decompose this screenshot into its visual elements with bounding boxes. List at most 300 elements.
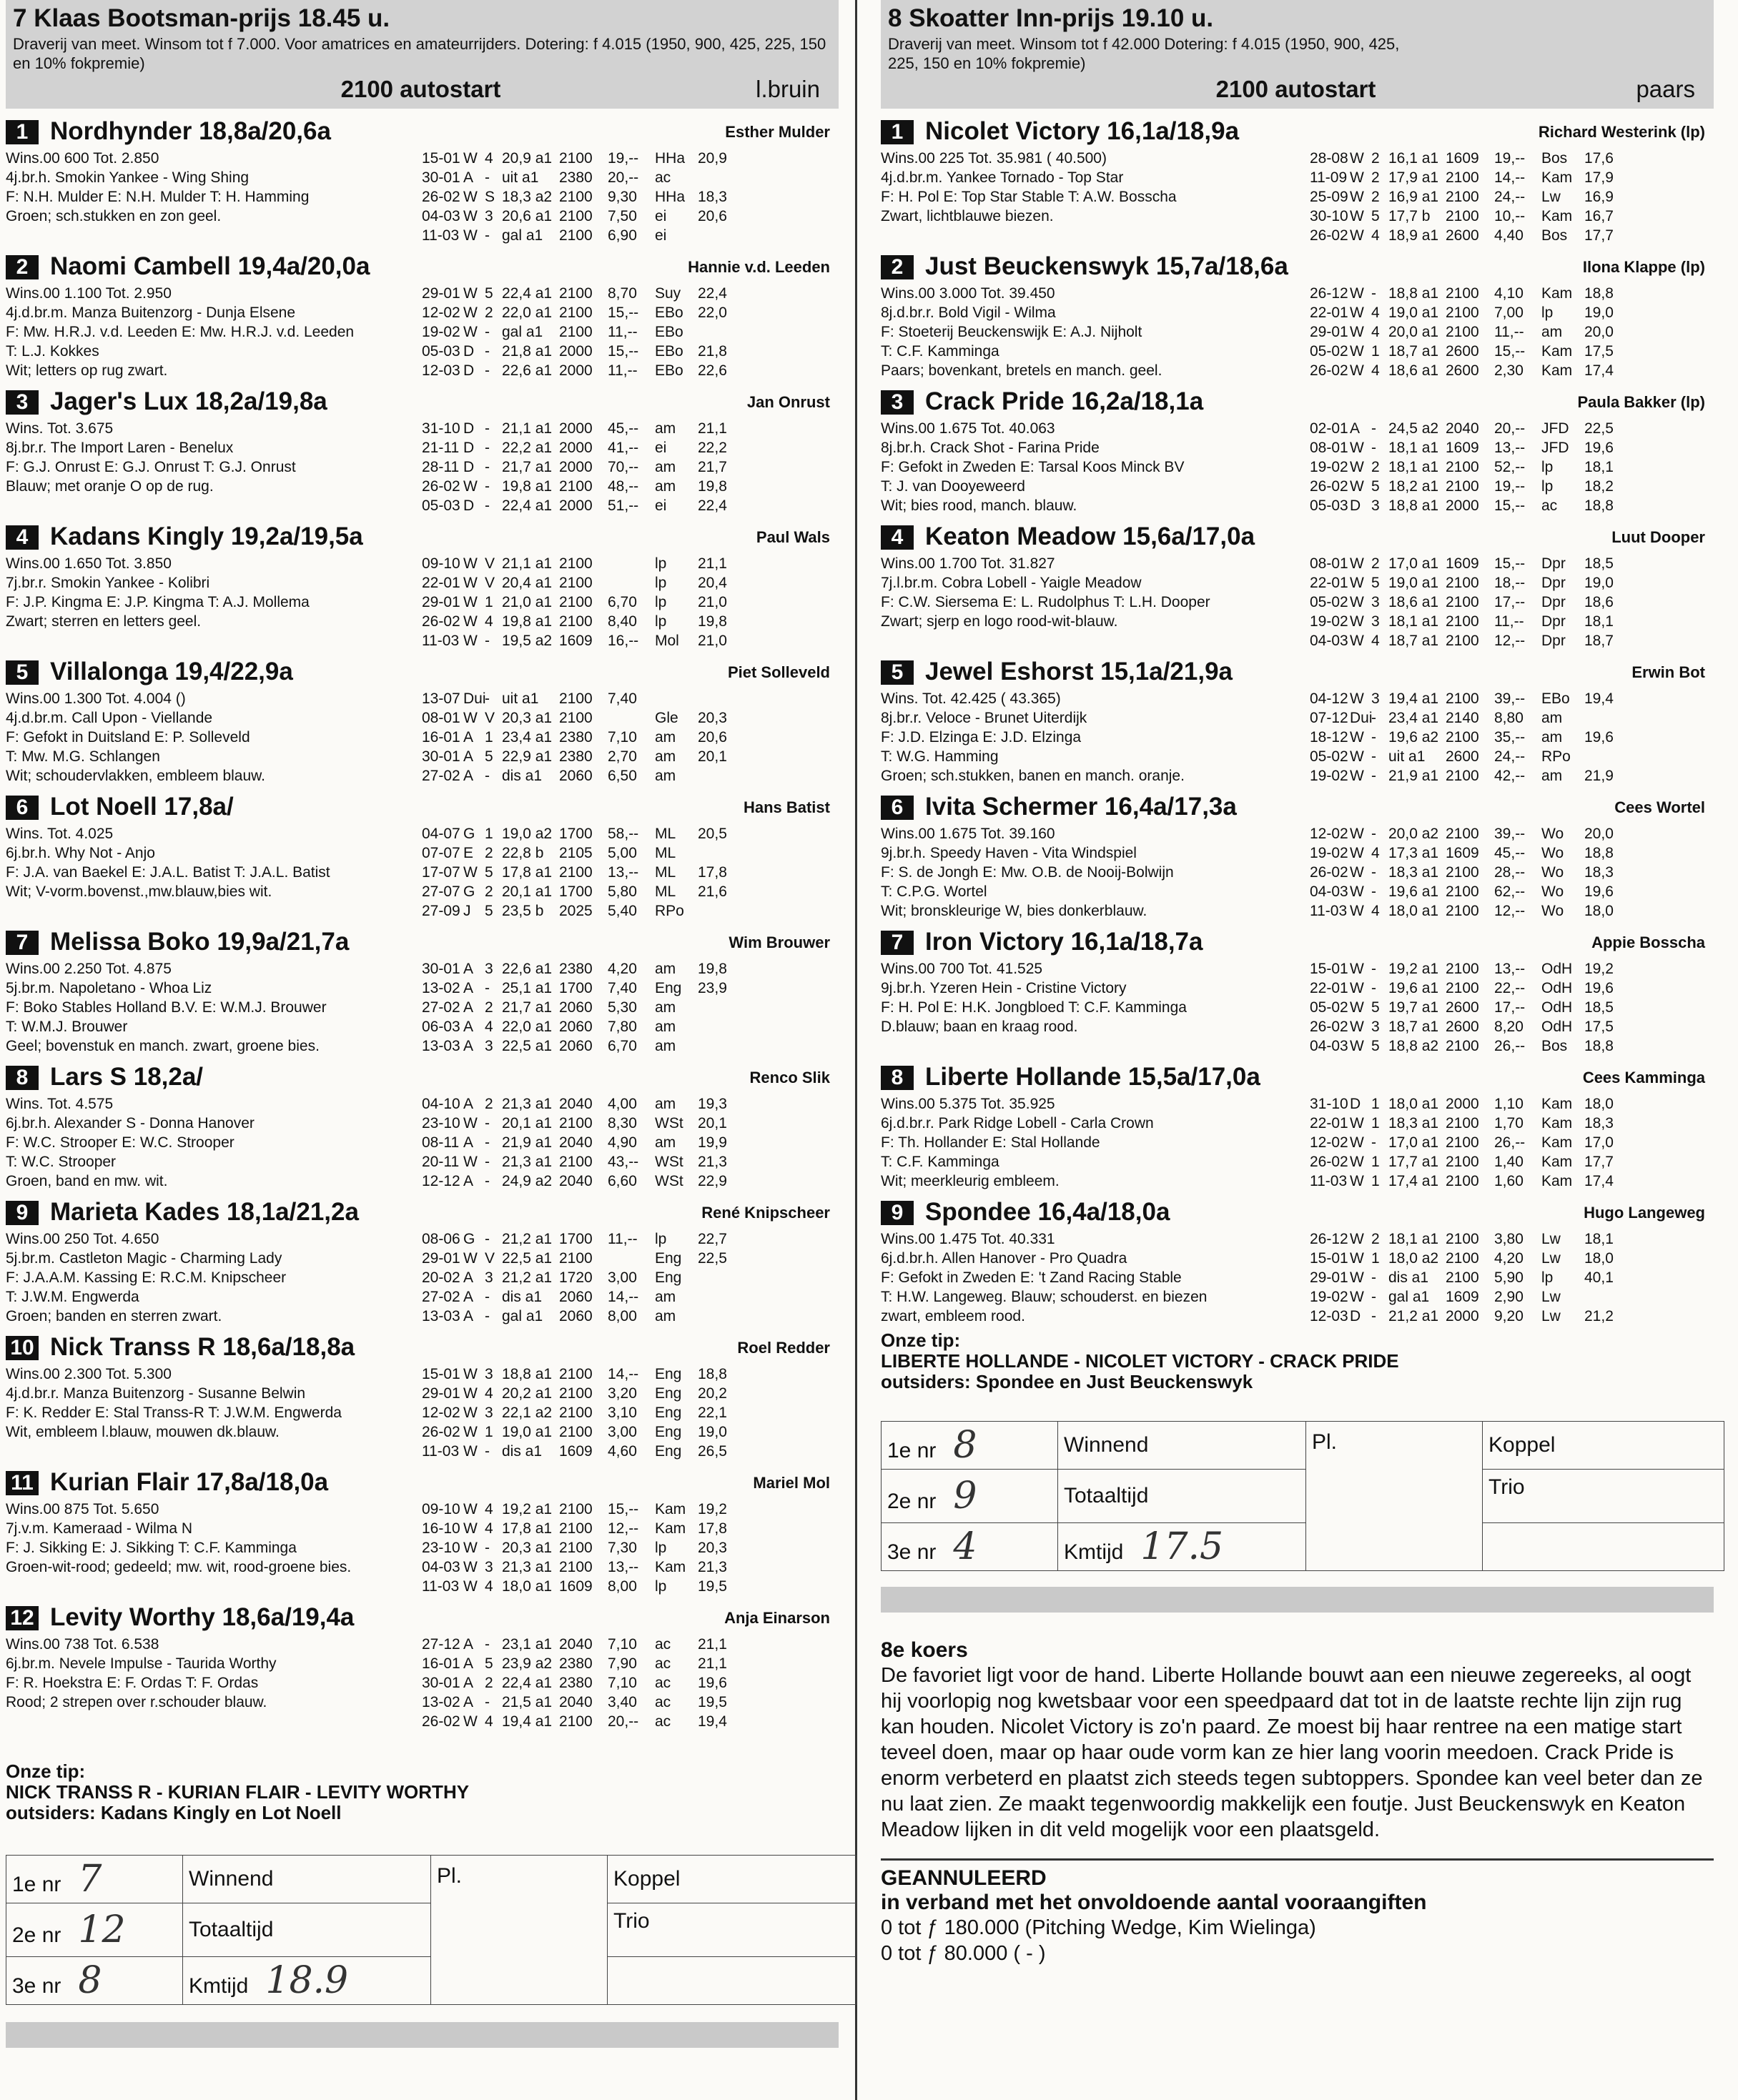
- form-cell: W: [1350, 961, 1364, 977]
- form-cell: 18,5: [1584, 555, 1614, 572]
- bet-third-label: 3e nr: [887, 1540, 937, 1564]
- form-cell: gal a1: [502, 1308, 543, 1324]
- horse-info-line: F: Stoeterij Beuckenswijk E: A.J. Nijholt: [881, 324, 1142, 340]
- horse-info-line: F: S. de Jongh E: Mw. O.B. de Nooij-Bolwijn: [881, 864, 1174, 881]
- bet-place[interactable]: Pl.: [431, 1856, 608, 2005]
- horse-number: 5: [6, 660, 39, 685]
- form-cell: 19,6: [1584, 440, 1614, 456]
- form-cell: A: [463, 1308, 474, 1324]
- form-row: [1310, 1268, 1624, 1287]
- bet-third-nr[interactable]: [6, 1957, 183, 2005]
- form-cell: 2060: [559, 999, 593, 1016]
- form-cell: 19,6: [1584, 980, 1614, 996]
- bet-second-label: 2e nr: [12, 1923, 61, 1947]
- form-cell: Eng: [655, 1443, 682, 1460]
- form-cell: 4: [1371, 227, 1380, 244]
- form-row: [1310, 554, 1624, 573]
- bet-winnend[interactable]: Winnend: [1058, 1422, 1306, 1470]
- form-cell: 2040: [559, 1173, 593, 1189]
- form-cell: A: [463, 1019, 474, 1035]
- form-cell: 1: [1371, 1173, 1380, 1189]
- form-cell: 2,70: [608, 748, 637, 765]
- form-cell: 2100: [559, 1405, 593, 1421]
- bet-trio[interactable]: Trio: [1483, 1470, 1724, 1523]
- form-cell: Kam: [1541, 1096, 1573, 1112]
- form-cell: A: [463, 999, 474, 1016]
- horse-entry: [6, 386, 839, 521]
- form-cell: 2060: [559, 1019, 593, 1035]
- bet-second-nr[interactable]: [6, 1903, 183, 1957]
- horse-info-line: Geel; bovenstuk en manch. zwart, groene bies.: [6, 1038, 320, 1054]
- form-cell: 18,--: [1494, 575, 1526, 591]
- horse-info-line: zwart, embleem rood.: [881, 1308, 1025, 1324]
- form-cell: 26,5: [698, 1443, 727, 1460]
- horse-info-line: 6j.d.br.h. Allen Hanover - Pro Quadra: [881, 1250, 1127, 1267]
- horse-info: [6, 284, 420, 380]
- form-row: [422, 1249, 738, 1268]
- form-cell: 23,5 b: [502, 903, 544, 919]
- form-row: [422, 1268, 738, 1287]
- bet-second-nr[interactable]: [882, 1470, 1058, 1523]
- form-cell: am: [655, 420, 676, 437]
- form-cell: 20,6: [698, 208, 727, 224]
- form-cell: 18,0: [1584, 1250, 1614, 1267]
- form-cell: W: [1350, 826, 1364, 842]
- form-cell: 11,--: [608, 362, 638, 379]
- form-cell: W: [463, 208, 478, 224]
- form-cell: 08-01: [1310, 555, 1348, 572]
- bet-empty-cell: [1483, 1523, 1724, 1571]
- form-cell: 2060: [559, 1038, 593, 1054]
- form-row: [422, 1519, 738, 1538]
- horse-info-line: 7j.l.br.m. Cobra Lobell - Yaigle Meadow: [881, 575, 1142, 591]
- form-cell: 2100: [1446, 1038, 1479, 1054]
- form-cell: Suy: [655, 285, 681, 302]
- form-cell: 23-10: [422, 1115, 460, 1131]
- form-cell: 19,8: [698, 961, 727, 977]
- form-cell: 4,90: [608, 1134, 637, 1151]
- form-cell: 62,--: [1494, 883, 1526, 900]
- form-cell: 1609: [1446, 845, 1479, 861]
- horse-info-line: Wins.00 1.650 Tot. 3.850: [6, 555, 172, 572]
- form-cell: 19,5: [698, 1578, 727, 1595]
- form-cell: 17,5: [1584, 343, 1614, 360]
- form-cell: 28,--: [1494, 864, 1526, 881]
- horse-info-line: 5j.br.m. Napoletano - Whoa Liz: [6, 980, 212, 996]
- horse-form-table: [1310, 1229, 1624, 1326]
- form-cell: 5,00: [608, 845, 637, 861]
- form-cell: 18,8 a2: [1388, 1038, 1439, 1054]
- horse-form-table: [1310, 689, 1624, 786]
- form-cell: 12-02: [1310, 826, 1348, 842]
- form-cell: W: [463, 150, 478, 167]
- form-cell: 4: [485, 1520, 493, 1537]
- horse-info: [6, 1364, 420, 1442]
- form-cell: W: [1350, 690, 1364, 707]
- form-row: [422, 631, 738, 650]
- form-cell: 52,--: [1494, 459, 1526, 475]
- horse-form-table: [422, 1229, 738, 1326]
- form-cell: 2000: [559, 459, 593, 475]
- form-cell: 2100: [1446, 478, 1479, 495]
- horse-form-table: [422, 824, 738, 921]
- form-cell: Wo: [1541, 903, 1564, 919]
- horse-driver: Hugo Langeweg: [1584, 1204, 1705, 1222]
- form-cell: 2100: [559, 189, 593, 205]
- horse-info: [6, 1229, 420, 1326]
- form-cell: W: [1350, 1173, 1364, 1189]
- form-cell: 29-01: [422, 1250, 460, 1267]
- form-cell: Kam: [1541, 343, 1573, 360]
- form-cell: -: [1371, 826, 1376, 842]
- form-cell: 18,6: [1584, 594, 1614, 610]
- form-cell: 2: [485, 883, 493, 900]
- form-row: [1310, 998, 1624, 1017]
- form-cell: 19,6 a2: [1388, 729, 1439, 746]
- form-row: [422, 1673, 738, 1693]
- form-cell: 2600: [1446, 999, 1479, 1016]
- form-cell: -: [485, 1443, 490, 1460]
- horse-number: 4: [6, 525, 39, 550]
- form-cell: 17,0 a1: [1388, 555, 1439, 572]
- form-cell: W: [463, 285, 478, 302]
- form-cell: 17,8 a1: [502, 1520, 553, 1537]
- form-cell: 16-10: [422, 1520, 460, 1537]
- form-cell: Kam: [655, 1501, 686, 1517]
- form-cell: 2040: [559, 1134, 593, 1151]
- form-row: [1310, 631, 1624, 650]
- form-cell: 20-11: [422, 1154, 460, 1170]
- form-cell: 26-02: [422, 1713, 460, 1730]
- form-row: [422, 728, 738, 747]
- form-cell: 22,1 a2: [502, 1405, 553, 1421]
- form-cell: 18,5: [1584, 999, 1614, 1016]
- cancel-line: 0 tot ƒ 180.000 (Pitching Wedge, Kim Wielinga): [881, 1916, 1316, 1939]
- form-cell: Eng: [655, 1405, 682, 1421]
- form-row: [422, 1094, 738, 1114]
- bet-first-nr[interactable]: [882, 1422, 1058, 1470]
- form-cell: 21,1 a1: [502, 420, 553, 437]
- form-cell: -: [485, 440, 490, 456]
- horse-info-line: F: Gefokt in Zweden E: Tarsal Koos Minck BV: [881, 459, 1185, 475]
- bet-place[interactable]: Pl.: [1306, 1422, 1483, 1571]
- horse-info: [6, 149, 420, 226]
- form-row: [422, 1500, 738, 1519]
- horse-info-line: F: J.A.A.M. Kassing E: R.C.M. Knipscheer: [6, 1269, 287, 1286]
- form-cell: A: [463, 169, 474, 186]
- form-cell: RPo: [1541, 748, 1571, 765]
- form-cell: 05-02: [1310, 343, 1348, 360]
- form-row: [1310, 1017, 1624, 1036]
- form-cell: W: [1350, 903, 1364, 919]
- horse-driver: Anja Einarson: [724, 1609, 830, 1627]
- form-cell: 21,3 a1: [502, 1559, 553, 1575]
- form-cell: OdH: [1541, 961, 1573, 977]
- form-cell: 19,0 a2: [502, 826, 553, 842]
- race-color: l.bruin: [756, 76, 820, 102]
- form-cell: ac: [655, 1694, 671, 1710]
- form-row: [1310, 882, 1624, 901]
- form-cell: 15,--: [608, 1501, 639, 1517]
- form-cell: 5: [485, 285, 493, 302]
- form-cell: W: [1350, 1038, 1364, 1054]
- horse-number: 3: [881, 390, 914, 415]
- bet-koppel[interactable]: Koppel: [1483, 1422, 1724, 1470]
- form-cell: 19,--: [608, 150, 639, 167]
- horse-info-line: 5j.br.m. Castleton Magic - Charming Lady: [6, 1250, 282, 1267]
- form-row: [422, 1712, 738, 1731]
- form-cell: A: [463, 1269, 474, 1286]
- form-cell: 2600: [1446, 343, 1479, 360]
- form-cell: 19,4: [1584, 690, 1614, 707]
- form-cell: OdH: [1541, 980, 1573, 996]
- form-cell: 12-02: [422, 1405, 460, 1421]
- form-cell: A: [463, 980, 474, 996]
- form-cell: 1: [1371, 1096, 1380, 1112]
- horse-number: 2: [6, 255, 39, 279]
- form-cell: 08-01: [422, 710, 460, 726]
- form-cell: 20,4 a1: [502, 575, 553, 591]
- form-cell: 8,00: [608, 1578, 637, 1595]
- horse-info-line: 7j.br.r. Smokin Yankee - Kolibri: [6, 575, 210, 591]
- form-cell: W: [1350, 362, 1364, 379]
- form-cell: 19,0 a1: [1388, 304, 1439, 321]
- form-cell: -: [485, 633, 490, 649]
- form-cell: 7,30: [608, 1540, 637, 1556]
- form-cell: 3: [485, 1559, 493, 1575]
- right-race-header: [881, 0, 1714, 109]
- form-cell: W: [463, 304, 478, 321]
- horse-info-line: 9j.br.h. Yzeren Hein - Cristine Victory: [881, 980, 1127, 996]
- form-cell: Lw: [1541, 1289, 1561, 1305]
- form-cell: lp: [655, 555, 667, 572]
- form-cell: 4: [485, 1385, 493, 1402]
- form-row: [422, 226, 738, 245]
- form-cell: Mol: [655, 633, 679, 649]
- form-row: [422, 843, 738, 863]
- form-cell: 6,90: [608, 227, 637, 244]
- horse-info-line: F: Th. Hollander E: Stal Hollande: [881, 1134, 1100, 1151]
- form-cell: 07-07: [422, 845, 460, 861]
- form-cell: 10,--: [1494, 208, 1526, 224]
- form-cell: Dpr: [1541, 633, 1566, 649]
- form-cell: W: [463, 1578, 478, 1595]
- form-cell: 26-12: [1310, 285, 1348, 302]
- form-cell: W: [1350, 1115, 1364, 1131]
- form-cell: 15-01: [1310, 1250, 1348, 1267]
- form-cell: 2100: [559, 1520, 593, 1537]
- form-cell: 3: [485, 1405, 493, 1421]
- form-row: [422, 322, 738, 342]
- form-cell: 6,70: [608, 1038, 637, 1054]
- form-cell: 7,40: [608, 980, 637, 996]
- tip-label: Onze tip:: [881, 1329, 961, 1351]
- horse-info-line: F: Gefokt in Duitsland E: P. Solleveld: [6, 729, 250, 746]
- form-row: [422, 1442, 738, 1461]
- form-cell: lp: [1541, 1269, 1554, 1286]
- form-cell: 17,0: [1584, 1134, 1614, 1151]
- form-cell: 26-02: [1310, 1019, 1348, 1035]
- form-cell: 4: [485, 1501, 493, 1517]
- form-cell: 04-03: [422, 1559, 460, 1575]
- form-cell: ei: [655, 208, 667, 224]
- form-cell: W: [1350, 594, 1364, 610]
- form-cell: 8,20: [1494, 1019, 1524, 1035]
- form-cell: 24,--: [1494, 748, 1526, 765]
- form-cell: 6,50: [608, 768, 637, 784]
- bet-koppel[interactable]: Koppel: [608, 1856, 856, 1903]
- form-cell: 2380: [559, 1655, 593, 1672]
- horse-info-line: Wins.00 700 Tot. 41.525: [881, 961, 1043, 977]
- bet-kmtijd[interactable]: [183, 1957, 431, 2005]
- form-cell: 3,40: [608, 1694, 637, 1710]
- horse-info-line: Wins.00 250 Tot. 4.650: [6, 1231, 159, 1247]
- form-cell: 27-02: [422, 999, 460, 1016]
- form-cell: 11-03: [1310, 1173, 1348, 1189]
- form-row: [1310, 1114, 1624, 1133]
- form-cell: 21,2: [1584, 1308, 1614, 1324]
- form-cell: 19,6 a1: [1388, 980, 1439, 996]
- form-row: [422, 168, 738, 187]
- form-cell: 22,0 a1: [502, 1019, 553, 1035]
- form-cell: 20,6: [698, 729, 727, 746]
- horse-form-table: [422, 1364, 738, 1461]
- form-cell: 3,80: [1494, 1231, 1524, 1247]
- horse-info-line: Groen-wit-rood; gedeeld; mw. wit, rood-groene bies.: [6, 1559, 352, 1575]
- form-row: [422, 187, 738, 207]
- tip-label: Onze tip:: [6, 1760, 86, 1782]
- left-grey-bar: [6, 2022, 839, 2048]
- horse-number: 4: [881, 525, 914, 550]
- bet-totaaltijd[interactable]: Totaaltijd: [183, 1903, 431, 1957]
- form-cell: 18-12: [1310, 729, 1348, 746]
- form-cell: -: [1371, 729, 1376, 746]
- form-cell: 2100: [1446, 768, 1479, 784]
- horse-info-line: Paars; bovenkant, bretels en manch. geel.: [881, 362, 1162, 379]
- left-betting-form: [6, 1855, 839, 2005]
- bet-winnend[interactable]: Winnend: [183, 1856, 431, 1903]
- form-cell: 39,--: [1494, 690, 1526, 707]
- form-cell: 2: [485, 845, 493, 861]
- form-cell: 2380: [559, 1675, 593, 1691]
- horse-info-line: F: J.A. van Baekel E: J.A.L. Batist T: J.A.L. Batist: [6, 864, 330, 881]
- form-cell: 21,0: [698, 633, 727, 649]
- form-cell: 19,6: [698, 1675, 727, 1691]
- form-cell: 21,0: [698, 594, 727, 610]
- form-cell: 26-02: [1310, 1154, 1348, 1170]
- bet-kmtijd[interactable]: [1058, 1523, 1306, 1571]
- form-cell: 1,40: [1494, 1154, 1524, 1170]
- form-cell: Lw: [1541, 1308, 1561, 1324]
- form-cell: -: [1371, 420, 1376, 437]
- form-cell: am: [655, 1038, 676, 1054]
- form-cell: 18,0 a2: [1388, 1250, 1439, 1267]
- form-cell: 04-12: [1310, 690, 1348, 707]
- form-cell: 2100: [559, 478, 593, 495]
- form-cell: 42,--: [1494, 768, 1526, 784]
- form-cell: -: [485, 324, 490, 340]
- form-cell: 20,--: [608, 1713, 639, 1730]
- form-cell: HHa: [655, 189, 686, 205]
- form-cell: 1,60: [1494, 1173, 1524, 1189]
- form-cell: 19,8: [698, 613, 727, 630]
- horse-info-line: Groen; sch.stukken, banen en manch. oranje.: [881, 768, 1185, 784]
- right-race-column: [881, 0, 1714, 2100]
- form-cell: 19,6: [1584, 729, 1614, 746]
- form-cell: 3: [1371, 497, 1380, 514]
- form-cell: 28-11: [422, 459, 460, 475]
- form-cell: W: [1350, 324, 1364, 340]
- form-cell: 8,00: [608, 1308, 637, 1324]
- form-cell: 3,00: [608, 1269, 637, 1286]
- form-cell: 3: [1371, 1019, 1380, 1035]
- form-cell: 2040: [559, 1096, 593, 1112]
- form-cell: 16-01: [422, 729, 460, 746]
- horse-info-line: 4j.d.br.m. Call Upon - Viellande: [6, 710, 213, 726]
- form-cell: 2: [1371, 459, 1380, 475]
- horse-info-line: Wit, embleem l.blauw, mouwen dk.blauw.: [6, 1424, 280, 1440]
- form-cell: Kam: [655, 1559, 686, 1575]
- handwritten-first: 7: [78, 1858, 102, 1901]
- race-description: Draverij van meet. Winsom tot f 42.000 Dotering: f 4.015 (1950, 900, 425, 225, 150 en 10% fokpremie): [888, 35, 1400, 72]
- form-cell: 04-03: [1310, 1038, 1348, 1054]
- form-cell: am: [655, 961, 676, 977]
- form-row: [1310, 284, 1624, 303]
- bet-first-nr[interactable]: [6, 1856, 183, 1903]
- form-cell: Wo: [1541, 864, 1564, 881]
- horse-form-table: [1310, 824, 1624, 921]
- bet-trio[interactable]: Trio: [608, 1903, 856, 1957]
- horse-entry: [6, 521, 839, 656]
- form-cell: 2060: [559, 1289, 593, 1305]
- bet-third-nr[interactable]: [882, 1523, 1058, 1571]
- form-cell: dis a1: [502, 768, 543, 784]
- form-cell: 12-03: [422, 362, 460, 379]
- bet-totaaltijd[interactable]: Totaaltijd: [1058, 1470, 1306, 1523]
- form-cell: -: [1371, 440, 1376, 456]
- horse-info-line: F: K. Redder E: Stal Transs-R T: J.W.M. Engwerda: [6, 1405, 342, 1421]
- cancellation-block: [881, 1858, 1714, 1966]
- form-cell: 19,0 a1: [1388, 575, 1439, 591]
- horse-driver: Jan Onrust: [746, 393, 830, 411]
- form-cell: 3: [485, 1038, 493, 1054]
- form-cell: 2600: [1446, 362, 1479, 379]
- form-cell: 16,1 a1: [1388, 150, 1439, 167]
- form-cell: 20,3: [698, 1540, 727, 1556]
- horse-info-line: F: H. Pol E: Top Star Stable T: A.W. Bosscha: [881, 189, 1177, 205]
- form-cell: 19-02: [1310, 845, 1348, 861]
- form-cell: 04-03: [1310, 633, 1348, 649]
- form-cell: 18,8: [1584, 1038, 1614, 1054]
- form-cell: 18,1: [1584, 459, 1614, 475]
- form-cell: 2100: [1446, 324, 1479, 340]
- form-cell: am: [1541, 324, 1563, 340]
- form-row: [1310, 303, 1624, 322]
- form-cell: 5: [485, 748, 493, 765]
- form-cell: uit a1: [502, 169, 539, 186]
- form-cell: 20,0 a2: [1388, 826, 1439, 842]
- form-cell: 20,0 a1: [1388, 324, 1439, 340]
- form-cell: 12-02: [1310, 1134, 1348, 1151]
- form-cell: OdH: [1541, 1019, 1573, 1035]
- left-tip-block: [6, 1761, 839, 1823]
- form-cell: W: [1350, 1019, 1364, 1035]
- form-cell: 7,50: [608, 208, 637, 224]
- form-cell: 27-12: [422, 1636, 460, 1653]
- form-cell: 22,4: [698, 497, 727, 514]
- horse-info: [881, 959, 1310, 1036]
- form-cell: 27-07: [422, 883, 460, 900]
